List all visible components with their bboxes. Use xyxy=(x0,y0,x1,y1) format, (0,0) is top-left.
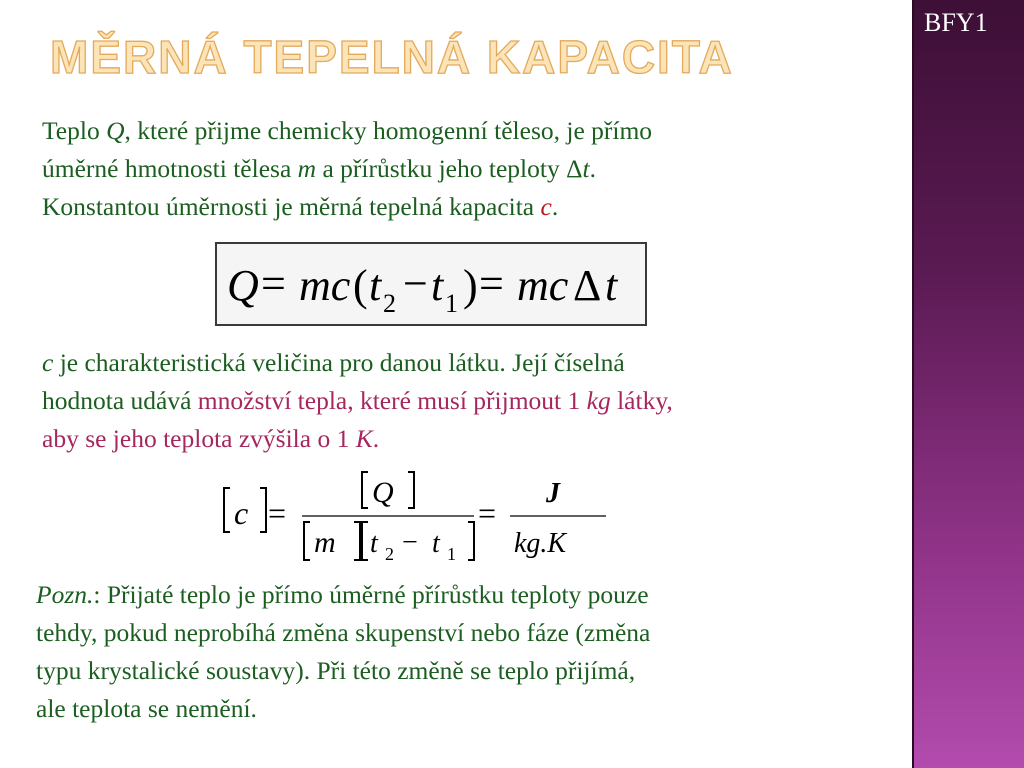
eq1-t: t xyxy=(605,261,618,310)
eq2-c: c xyxy=(234,495,249,531)
eq1-equals-2: = xyxy=(479,259,504,308)
definition-line-3: Konstantou úměrnosti je měrná tepelná kapacita c. xyxy=(42,192,559,221)
definition-line-1: Teplo Q, které přijme chemicky homogenní těleso, je přímo xyxy=(42,116,653,145)
note-line-4: ale teplota se nemění. xyxy=(36,694,257,723)
heat-equation-box xyxy=(215,242,647,326)
bracket-m-left xyxy=(304,522,310,560)
eq2-equals-2: = xyxy=(478,495,497,531)
eq1-delta: Δ xyxy=(573,261,602,310)
eq1-sub-1: 1 xyxy=(445,289,458,318)
characteristic-line-3: aby se jeho teplota zvýšila o 1 K. xyxy=(42,424,380,453)
bracket-Q-right xyxy=(408,472,414,508)
bracket-t-left xyxy=(362,522,368,560)
eq2-Q: Q xyxy=(372,476,394,509)
eq2-equals-1: = xyxy=(268,495,287,531)
note-line-3: typu krystalické soustavy). Při této změně se teplo přijímá, xyxy=(36,656,636,685)
unit-equation xyxy=(210,466,630,566)
bracket-Q-left xyxy=(362,472,368,508)
slide-title: MĚRNÁ TEPELNÁ KAPACITA xyxy=(50,31,734,83)
eq1-mc-2: mc xyxy=(517,261,569,310)
eq2-t2: t xyxy=(370,528,378,559)
eq1-mc-1: mc xyxy=(299,261,351,310)
note-line-2: tehdy, pokud neprobíhá změna skupenství nebo fáze (změna xyxy=(36,618,651,647)
slide-label: BFY1 xyxy=(924,8,988,37)
eq1-Q: Q xyxy=(227,261,259,310)
characteristic-line-2: hodnota udává množství tepla, které musí přijmout 1 kg látky, xyxy=(42,386,673,415)
bracket-c-right xyxy=(260,488,266,532)
eq2-m: m xyxy=(314,526,336,559)
eq2-minus: − xyxy=(402,527,418,558)
characteristic-paragraph xyxy=(42,344,902,458)
bracket-t-right xyxy=(468,522,474,560)
eq2-sub-2: 2 xyxy=(385,544,394,564)
eq1-minus: − xyxy=(403,259,428,308)
eq1-t2: t xyxy=(369,261,382,310)
sidebar-panel xyxy=(912,0,1024,768)
note-paragraph xyxy=(36,576,896,728)
heat-equation xyxy=(217,244,645,324)
eq2-kgK: kg.K xyxy=(514,528,567,559)
bracket-c-left xyxy=(224,488,230,532)
eq1-right-paren: ) xyxy=(463,261,478,310)
definition-line-2: úměrné hmotnosti tělesa m a přírůstku jeho teploty Δt. xyxy=(42,154,596,183)
eq1-t1: t xyxy=(431,261,444,310)
definition-paragraph xyxy=(42,112,902,226)
note-line-1: Pozn.: Přijaté teplo je přímo úměrné přírůstku teploty pouze xyxy=(36,580,649,609)
eq2-J: J xyxy=(546,478,560,509)
eq1-sub-2: 2 xyxy=(383,289,396,318)
eq2-t1: t xyxy=(432,528,440,559)
sidebar-edge xyxy=(912,0,914,768)
characteristic-line-1: c je charakteristická veličina pro danou látku. Její číselná xyxy=(42,348,625,377)
eq1-equals-1: = xyxy=(261,259,286,308)
bracket-m-right xyxy=(354,522,360,560)
unit-equation-svg xyxy=(210,466,630,566)
eq1-left-paren: ( xyxy=(353,261,368,310)
eq2-sub-1: 1 xyxy=(447,544,456,564)
